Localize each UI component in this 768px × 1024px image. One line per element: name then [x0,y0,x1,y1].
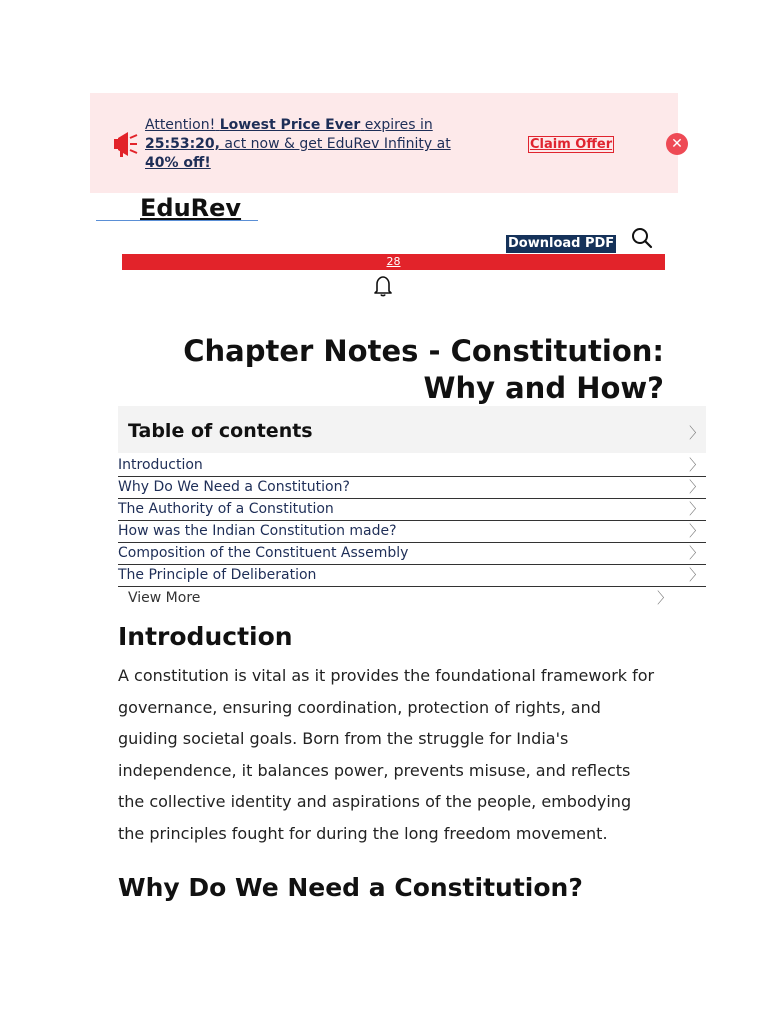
toc-item[interactable] [118,565,706,587]
megaphone-icon [112,129,138,159]
progress-bar[interactable] [122,254,665,270]
toc-item-label: Composition of the Constituent Assembly [118,545,409,561]
section-heading-why-constitution: Why Do We Need a Constitution? [118,873,583,902]
table-of-contents [118,406,706,609]
chevron-right-icon: 〉 [688,544,704,562]
toc-item[interactable] [118,477,706,499]
toc-item-label: Why Do We Need a Constitution? [118,479,350,495]
toc-item[interactable] [118,455,706,477]
offer-attention: Attention! [145,117,216,133]
toc-item[interactable] [118,521,706,543]
chevron-right-icon: 〉 [688,522,704,540]
view-more-label: View More [128,590,201,606]
toc-heading: Table of contents [128,420,313,442]
chevron-right-icon: 〉 [688,478,704,496]
chevron-right-icon: 〉 [656,589,672,607]
section-heading-introduction: Introduction [118,622,293,651]
progress-count: 28 [386,255,401,268]
claim-offer-button[interactable]: Claim Offer [530,137,613,152]
offer-expires: expires in [364,117,433,133]
offer-discount: 40% off! [145,155,211,171]
search-icon[interactable] [631,227,653,249]
chevron-right-icon: 〉 [688,500,704,518]
intro-paragraph: A constitution is vital as it provides the foundational framework for governance, ensuring coordination, protection of rights, and guiding societal goals. Born from the struggle for India's independence, it balances power, prevents misuse, and reflects the collective identity and aspirations of the people, embodying the principles fought for during the long freedom movement. [118,666,655,843]
page-title: Chapter Notes - Constitution: Why and How? [183,334,664,405]
toc-item-label: The Authority of a Constitution [118,501,334,517]
download-pdf-button[interactable]: Download PDF [508,236,615,251]
chevron-right-icon: 〉 [688,566,704,584]
bell-icon[interactable] [372,274,394,298]
toc-item[interactable] [118,543,706,565]
view-more-button[interactable] [118,587,706,609]
logo-text: EduRev [140,194,242,222]
offer-countdown: 25:53:20, [145,136,220,152]
toc-item-label: Introduction [118,457,203,473]
toc-item-label: The Principle of Deliberation [118,567,317,583]
toc-header[interactable] [118,406,706,453]
toc-item-label: How was the Indian Constitution made? [118,523,397,539]
chevron-right-icon: 〉 [688,456,704,474]
offer-banner [90,93,683,193]
offer-text[interactable] [145,116,465,173]
logo[interactable] [96,196,258,221]
offer-lowest-price: Lowest Price Ever [219,117,361,133]
offer-act-now: act now & get EduRev Infinity at [224,136,451,152]
chevron-right-icon: 〉 [688,424,704,442]
close-icon[interactable]: ✕ [666,133,688,155]
toc-item[interactable] [118,499,706,521]
